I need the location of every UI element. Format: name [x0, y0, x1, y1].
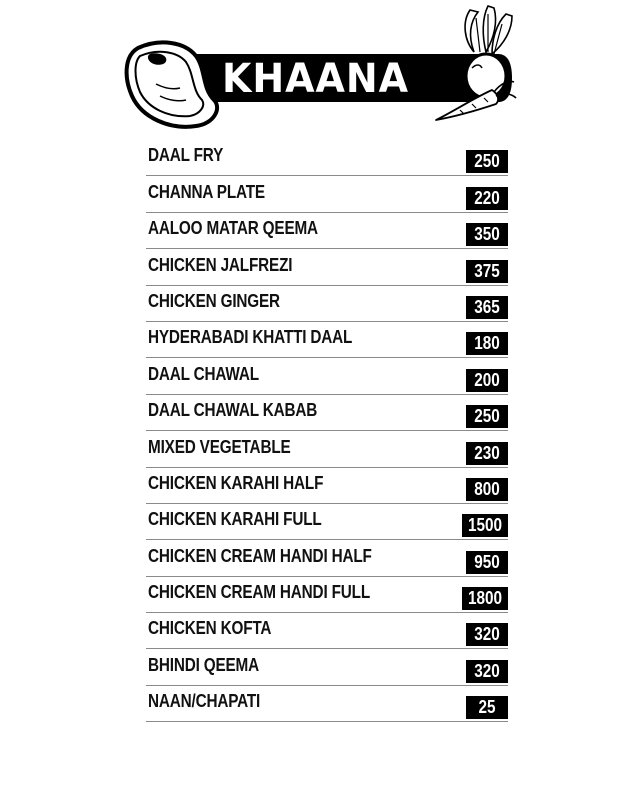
menu-item-price [466, 260, 508, 283]
menu-item-price [462, 514, 508, 537]
menu-item-name: CHICKEN KOFTA [148, 618, 272, 639]
menu-item-price-text: 1500 [467, 515, 502, 536]
menu-item-price-text: 320 [474, 660, 500, 681]
menu-item-price-text: 25 [478, 697, 496, 718]
menu-item-price-text: 250 [474, 406, 500, 427]
menu-item-row [146, 649, 508, 685]
menu-item-price [466, 332, 508, 355]
menu-item-name: HYDERABADI KHATTI DAAL [148, 327, 353, 348]
menu-item-name: CHICKEN JALFREZI [148, 254, 293, 275]
menu-item-price-text: 320 [474, 624, 500, 645]
menu-item-row [146, 213, 508, 249]
menu-item-price-text: 180 [474, 333, 500, 354]
menu-item-row [146, 504, 508, 540]
menu-item-price [466, 623, 508, 646]
menu-item-price-text: 230 [474, 442, 500, 463]
menu-item-price-text: 200 [474, 369, 500, 390]
menu-item-price-text: 250 [474, 151, 500, 172]
menu-header [0, 0, 638, 140]
menu-item-price-text: 375 [474, 260, 500, 281]
menu-item-price-text: 365 [474, 296, 500, 317]
menu-item-price [462, 587, 508, 610]
menu-item-price [466, 296, 508, 319]
menu-item-price [466, 223, 508, 246]
menu-item-price-text: 800 [474, 478, 500, 499]
menu-item-row [146, 468, 508, 504]
menu-item-price [466, 696, 508, 719]
menu-item-row [146, 176, 508, 212]
menu-item-price [466, 369, 508, 392]
menu-item-price [466, 442, 508, 465]
menu-item-name: CHICKEN GINGER [148, 290, 280, 311]
menu-item-price-text: 950 [474, 551, 500, 572]
menu-item-price-text: 220 [474, 187, 500, 208]
menu-item-row [146, 140, 508, 176]
menu-item-row [146, 322, 508, 358]
menu-item-row [146, 540, 508, 576]
menu-item-name: CHICKEN CREAM HANDI FULL [148, 582, 371, 603]
menu-item-name: NAAN/CHAPATI [148, 691, 261, 712]
menu-item-name: BHINDI QEEMA [148, 654, 260, 675]
menu-item-price [466, 551, 508, 574]
menu-item-price [466, 187, 508, 210]
menu-item-name: CHICKEN KARAHI FULL [148, 509, 322, 530]
menu-item-name: CHANNA PLATE [148, 181, 265, 202]
menu-item-price [466, 150, 508, 173]
menu-item-name: CHICKEN KARAHI HALF [148, 472, 324, 493]
menu-item-row [146, 613, 508, 649]
menu-item-row [146, 249, 508, 285]
menu-item-row [146, 395, 508, 431]
menu-item-row [146, 431, 508, 467]
menu-item-name: DAAL CHAWAL KABAB [148, 400, 318, 421]
menu-item-name: DAAL FRY [148, 145, 224, 166]
menu-item-price-text: 1800 [467, 588, 502, 609]
menu-item-name: DAAL CHAWAL [148, 363, 259, 384]
menu-item-row [146, 686, 508, 722]
menu-item-price [466, 405, 508, 428]
menu-item-row [146, 358, 508, 394]
menu-item-name: AALOO MATAR QEEMA [148, 218, 318, 239]
menu-list [146, 140, 508, 722]
menu-title: KHAANA [222, 56, 409, 102]
menu-item-price [466, 660, 508, 683]
menu-item-name: CHICKEN CREAM HANDI HALF [148, 545, 372, 566]
menu-item-price [466, 478, 508, 501]
menu-item-name: MIXED VEGETABLE [148, 436, 291, 457]
menu-item-row [146, 286, 508, 322]
menu-item-price-text: 350 [474, 224, 500, 245]
menu-item-row [146, 577, 508, 613]
